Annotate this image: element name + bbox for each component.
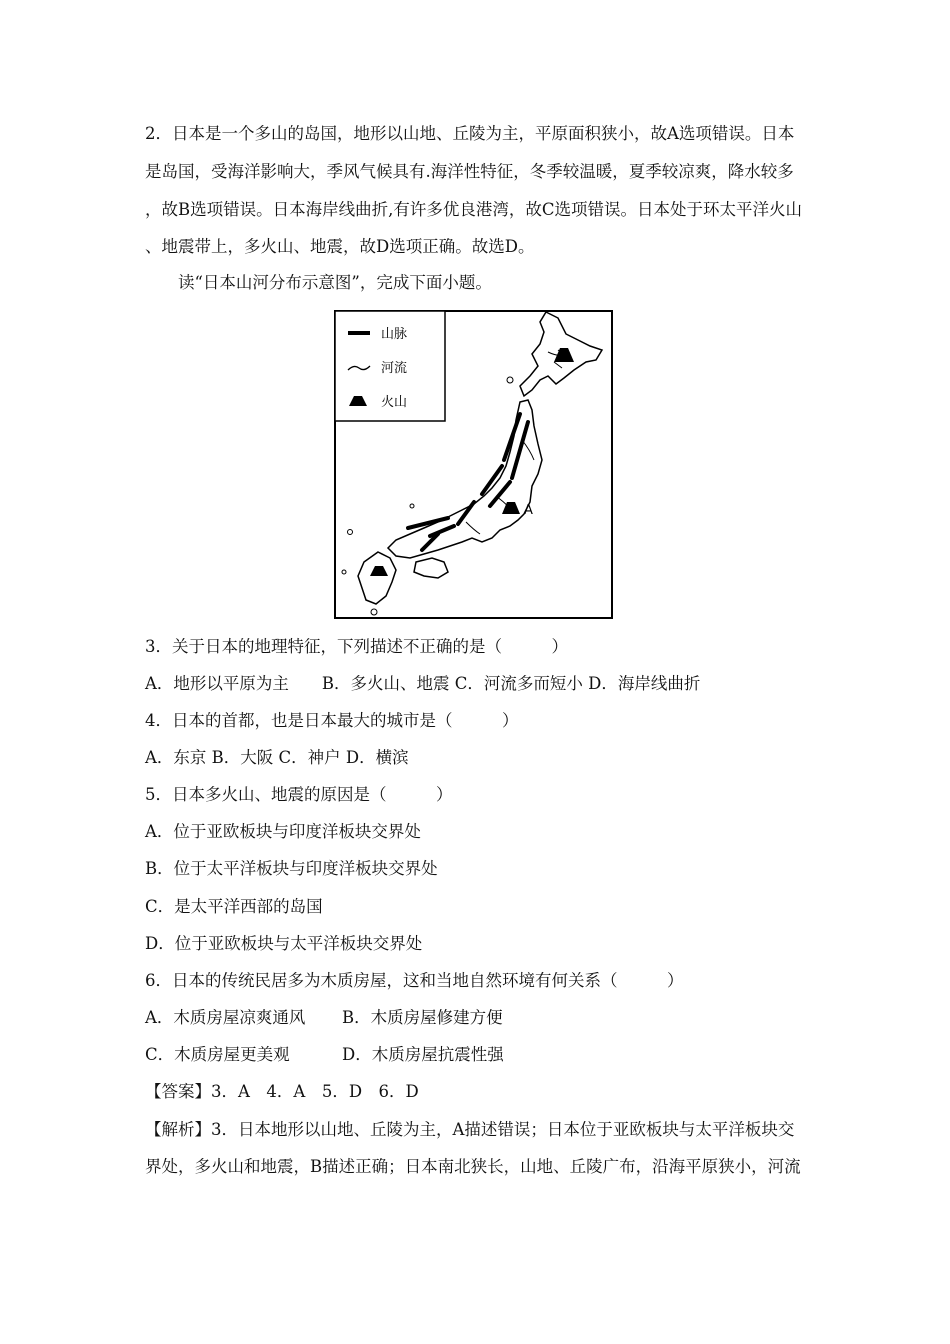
question-6-options-row-1	[145, 1008, 503, 1028]
answer-line: 【答案】3．A 4．A 5．D 6．D	[145, 1082, 419, 1101]
analysis-line-1: 【解析】3．日本地形以山地、丘陵为主，A描述错误；日本位于亚欧板块与太平洋板块交	[145, 1120, 795, 1139]
question-6-option-b: B．木质房屋修建方便	[342, 1008, 503, 1027]
legend-volcano: 火山	[381, 395, 408, 410]
question-4-options: A．东京 B．大阪 C．神户 D．横滨	[145, 748, 409, 767]
question-6-options-row-2	[145, 1045, 504, 1065]
legend-mountain: 山脉	[381, 327, 408, 342]
question-5-option-c: C．是太平洋西部的岛国	[145, 897, 323, 916]
question-5-option-b: B．位于太平洋板块与印度洋板块交界处	[145, 859, 438, 878]
question-5-stem: 5．日本多火山、地震的原因是（ ）	[145, 785, 453, 804]
explanation-line-2: 是岛国，受海洋影响大，季风气候具有.海洋性特征，冬季较温暖，夏季较凉爽，降水较多	[145, 162, 794, 181]
question-4-stem: 4．日本的首都，也是日本最大的城市是（ ）	[145, 711, 519, 730]
question-3-stem: 3．关于日本的地理特征，下列描述不正确的是（ ）	[145, 637, 568, 656]
question-6-option-a: A．木质房屋凉爽通风	[145, 1008, 306, 1027]
map-intro: 读“日本山河分布示意图”，完成下面小题。	[178, 273, 492, 292]
analysis-line-2: 界处，多火山和地震，B描述正确；日本南北狭长，山地、丘陵广布，沿海平原狭小，河流	[145, 1157, 801, 1176]
explanation-line-3: ，故B选项错误。日本海岸线曲折,有许多优良港湾，故C选项错误。日本处于环太平洋火山	[145, 200, 802, 219]
japan-map-figure	[334, 310, 613, 619]
question-3-options: A．地形以平原为主 B．多火山、地震 C．河流多而短小 D．海岸线曲折	[145, 674, 701, 693]
map-label-a: A	[524, 503, 533, 518]
question-6-option-c: C．木质房屋更美观	[145, 1045, 290, 1064]
explanation-line-1: 2．日本是一个多山的岛国，地形以山地、丘陵为主，平原面积狭小，故A选项错误。日本	[145, 124, 795, 143]
legend-river: 河流	[381, 361, 408, 376]
explanation-line-4: 、地震带上，多火山、地震，故D选项正确。故选D。	[145, 237, 535, 256]
question-5-option-a: A．位于亚欧板块与印度洋板块交界处	[145, 822, 421, 841]
question-5-option-d: D．位于亚欧板块与太平洋板块交界处	[145, 934, 423, 953]
question-6-option-d: D．木质房屋抗震性强	[342, 1045, 504, 1064]
question-6-stem: 6．日本的传统民居多为木质房屋，这和当地自然环境有何关系（ ）	[145, 971, 684, 990]
